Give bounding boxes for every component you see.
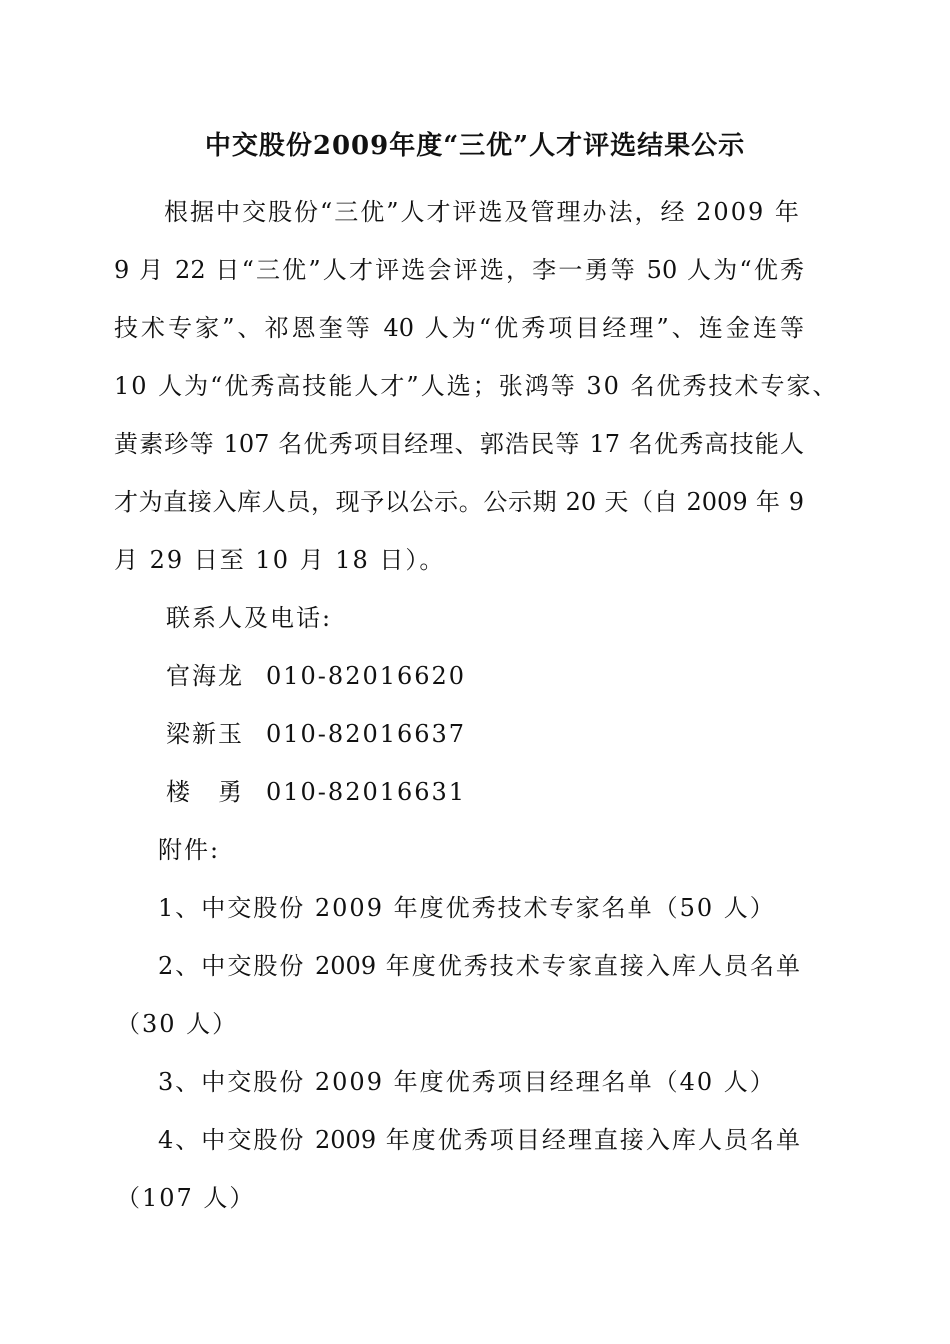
contact-row — [166, 776, 466, 808]
attachment-item-continued: （107 人） — [116, 1184, 256, 1212]
body-line-2: 9 月 22 日“三优”人才评选会评选，李一勇等 50 人为“优秀 — [114, 256, 804, 284]
attachment-item: 2、中交股份 2009 年度优秀技术专家直接入库人员名单 — [158, 952, 800, 980]
body-line-7: 月 29 日至 10 月 18 日）。 — [114, 546, 446, 574]
attachment-item: 1、中交股份 2009 年度优秀技术专家名单（50 人） — [158, 894, 776, 922]
contact-row — [166, 718, 466, 750]
contact-name: 官海龙 — [166, 662, 244, 690]
body-line-4: 10 人为“优秀高技能人才”人选；张鸿等 30 名优秀技术专家、 — [114, 372, 839, 400]
attachment-item: 3、中交股份 2009 年度优秀项目经理名单（40 人） — [158, 1068, 776, 1096]
contact-phone: 010-82016620 — [266, 662, 467, 690]
body-line-6: 才为直接入库人员，现予以公示。公示期 20 天（自 2009 年 9 — [114, 488, 804, 516]
attachment-item-continued: （30 人） — [116, 1010, 239, 1038]
attachments-heading: 附件: — [158, 836, 221, 864]
contact-name-char: 勇 — [218, 778, 242, 806]
document-title: 中交股份2009年度“三优”人才评选结果公示 — [204, 131, 746, 161]
contact-row — [166, 660, 466, 692]
body-line-1: 根据中交股份“三优”人才评选及管理办法，经 2009 年 — [164, 198, 801, 226]
contact-name: 梁新玉 — [166, 720, 244, 748]
contact-phone: 010-82016631 — [266, 778, 467, 806]
body-line-3: 技术专家”、祁恩奎等 40 人为“优秀项目经理”、连金连等 — [114, 314, 804, 342]
contact-name — [166, 776, 266, 808]
contact-phone: 010-82016637 — [266, 720, 467, 748]
contact-name-char: 楼 — [166, 778, 190, 806]
body-line-5: 黄素珍等 107 名优秀项目经理、郭浩民等 17 名优秀高技能人 — [114, 430, 804, 458]
contact-heading: 联系人及电话: — [166, 604, 333, 632]
attachment-item: 4、中交股份 2009 年度优秀项目经理直接入库人员名单 — [158, 1126, 800, 1154]
